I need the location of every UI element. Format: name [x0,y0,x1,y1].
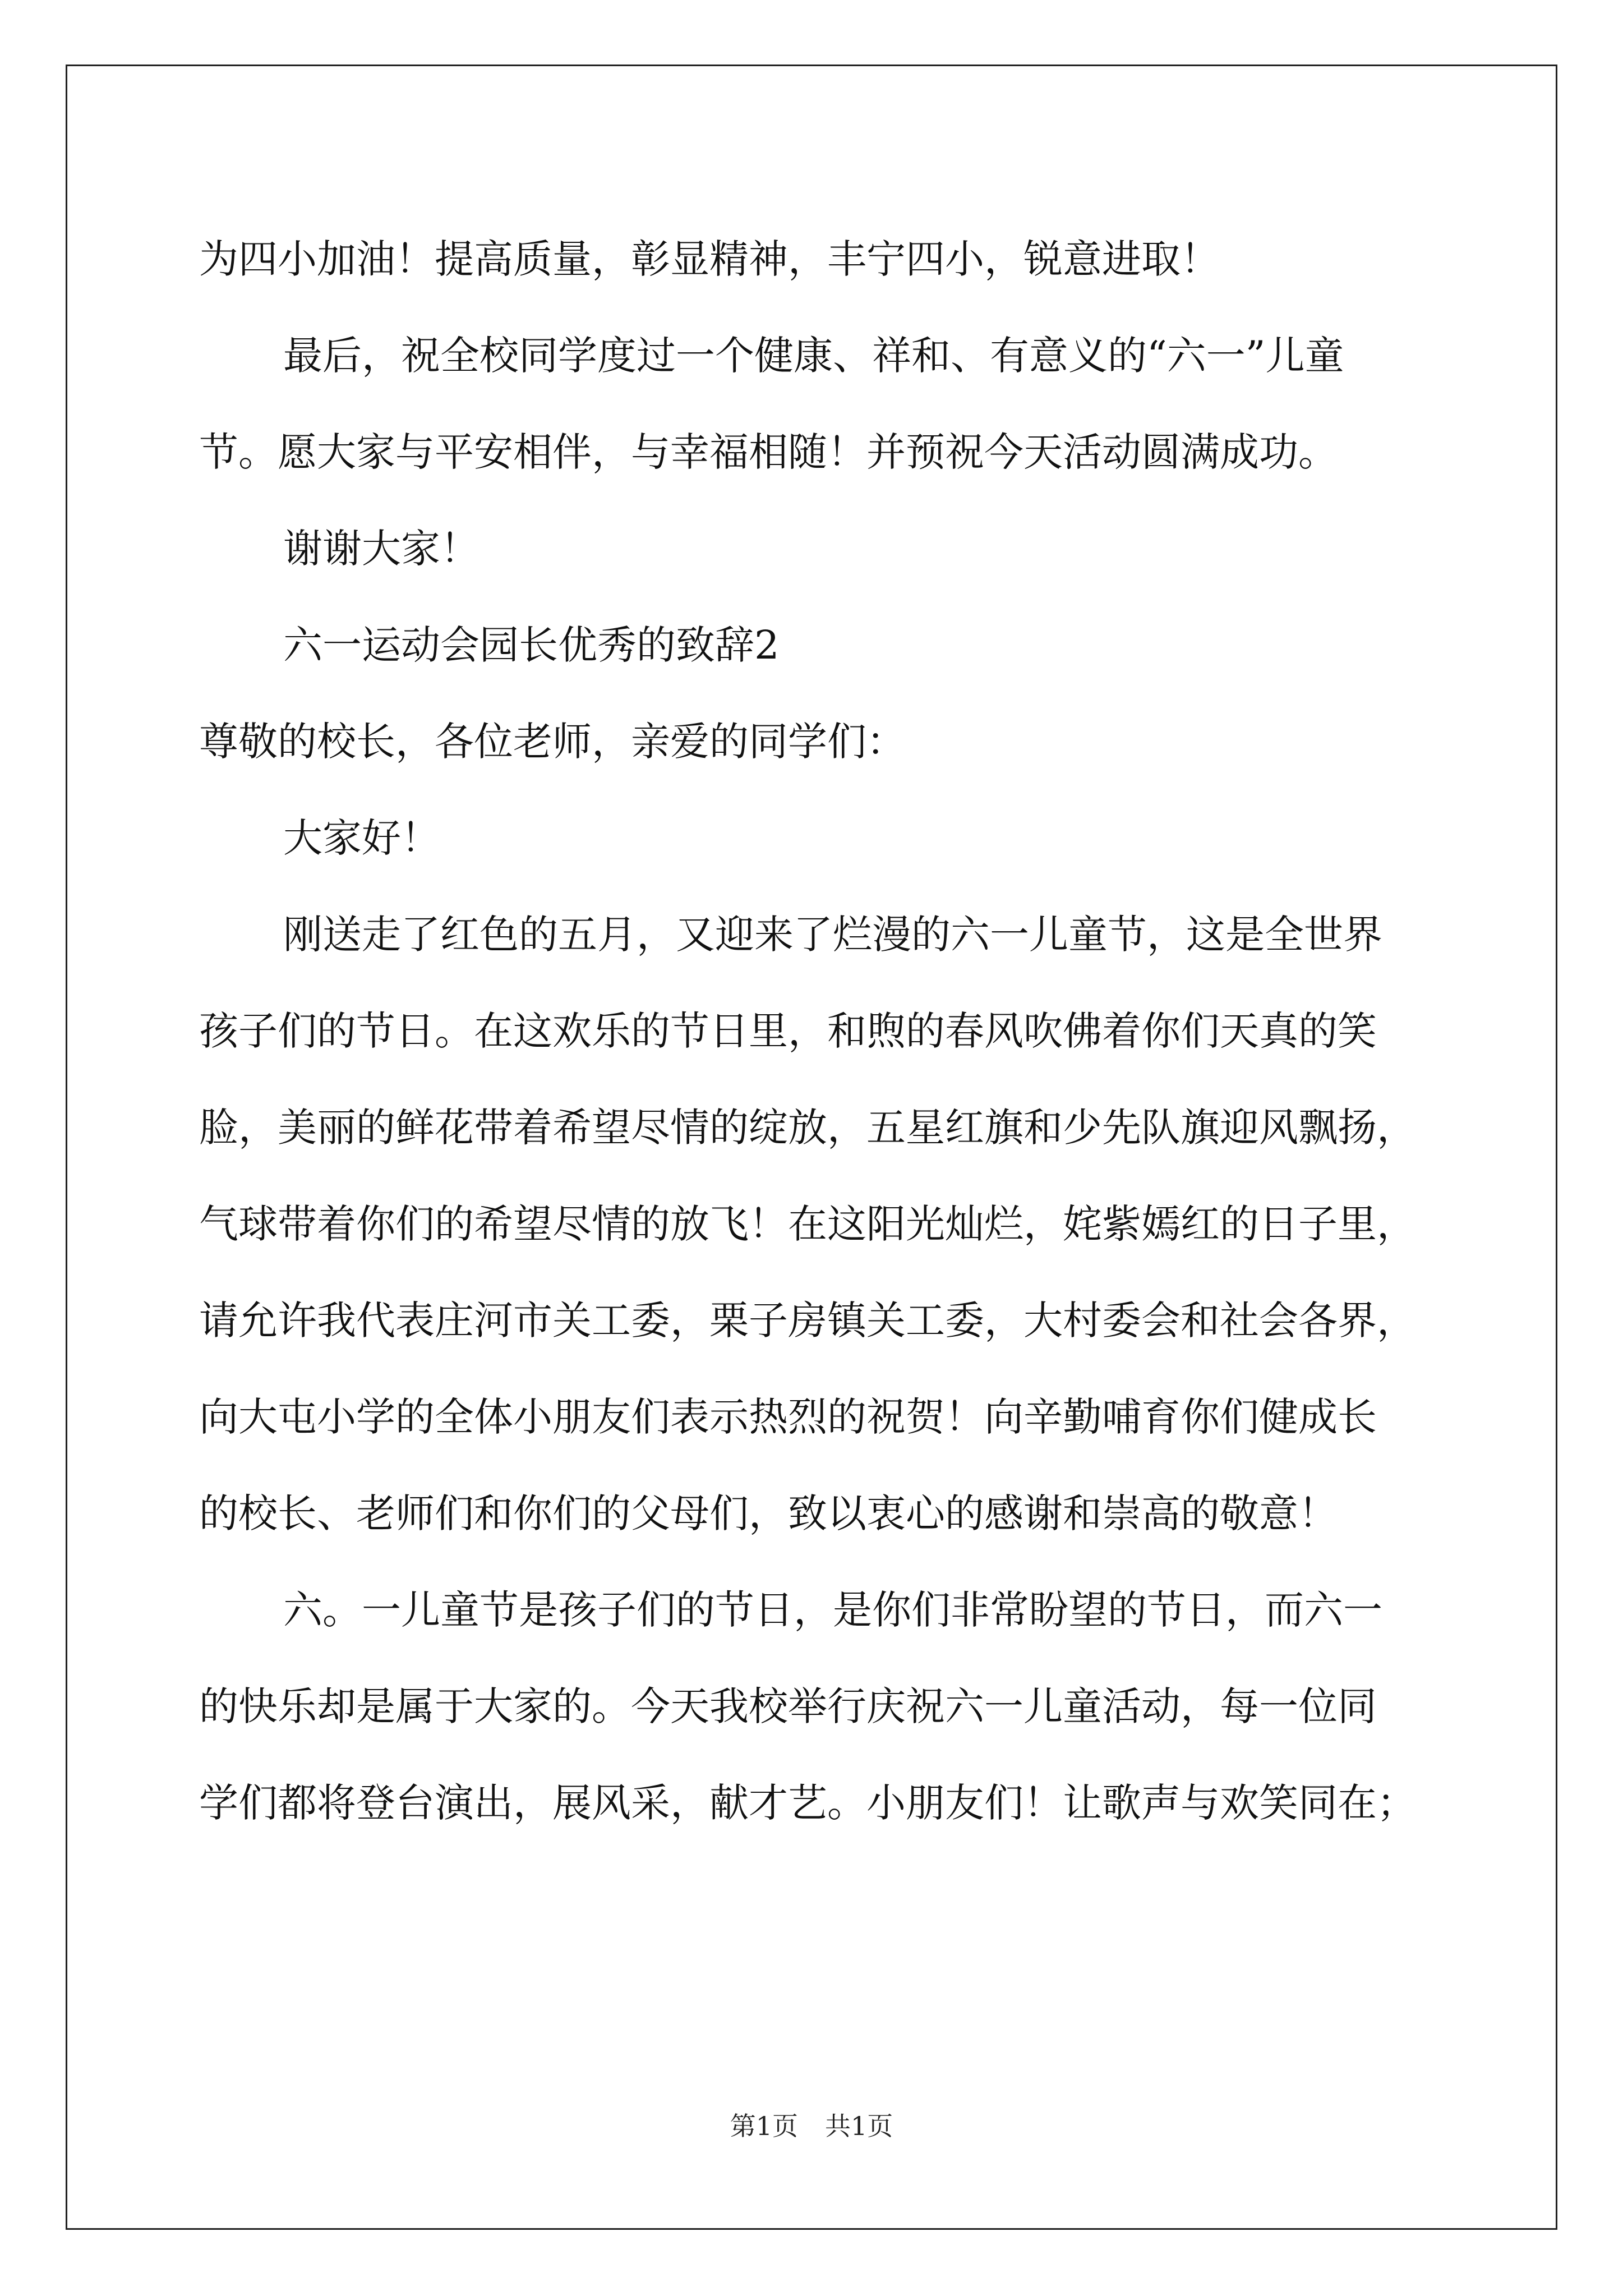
text-line: 孩子们的节日。在这欢乐的节日里，和煦的春风吹佛着你们天真的笑 [199,1008,1377,1054]
text-line: 最后，祝全校同学度过一个健康、祥和、有意义的“六一”儿童 [283,333,1344,379]
text-line: 请允许我代表庄河市关工委，栗子房镇关工委，大村委会和社会各界， [199,1297,1416,1343]
page-total: 共1页 [825,2111,893,2141]
page-footer [0,2109,1623,2143]
document-body [199,211,1450,1851]
text-line: 刚送走了红色的五月，又迎来了烂漫的六一儿童节，这是全世界 [283,912,1382,958]
text-line: 节。愿大家与平安相伴，与幸福相随！并预祝今天活动圆满成功。 [199,429,1338,475]
page-number: 第1页 [730,2111,798,2141]
text-line: 的快乐却是属于大家的。今天我校举行庆祝六一儿童活动，每一位同 [199,1683,1377,1729]
text-line: 为四小加油！提高质量，彰显精神，丰宁四小，锐意进取！ [199,236,1220,282]
text-line: 六。一儿童节是孩子们的节日，是你们非常盼望的节日，而六一 [283,1587,1382,1633]
text-line: 向大屯小学的全体小朋友们表示热烈的祝贺！向辛勤哺育你们健成长 [199,1394,1377,1440]
text-line: 谢谢大家！ [283,526,479,572]
greeting: 大家好！ [283,815,440,861]
text-line: 学们都将登台演出，展风采，献才艺。小朋友们！让歌声与欢笑同在； [199,1780,1416,1826]
text-line: 气球带着你们的希望尽情的放飞！在这阳光灿烂，姹紫嫣红的日子里， [199,1201,1416,1247]
text-line: 脸，美丽的鲜花带着希望尽情的绽放，五星红旗和少先队旗迎风飘扬， [199,1105,1416,1151]
section-title: 六一运动会园长优秀的致辞2 [283,622,780,668]
text-line: 的校长、老师们和你们的父母们，致以衷心的感谢和崇高的敬意！ [199,1490,1338,1536]
salutation: 尊敬的校长，各位老师，亲爱的同学们： [199,719,906,765]
